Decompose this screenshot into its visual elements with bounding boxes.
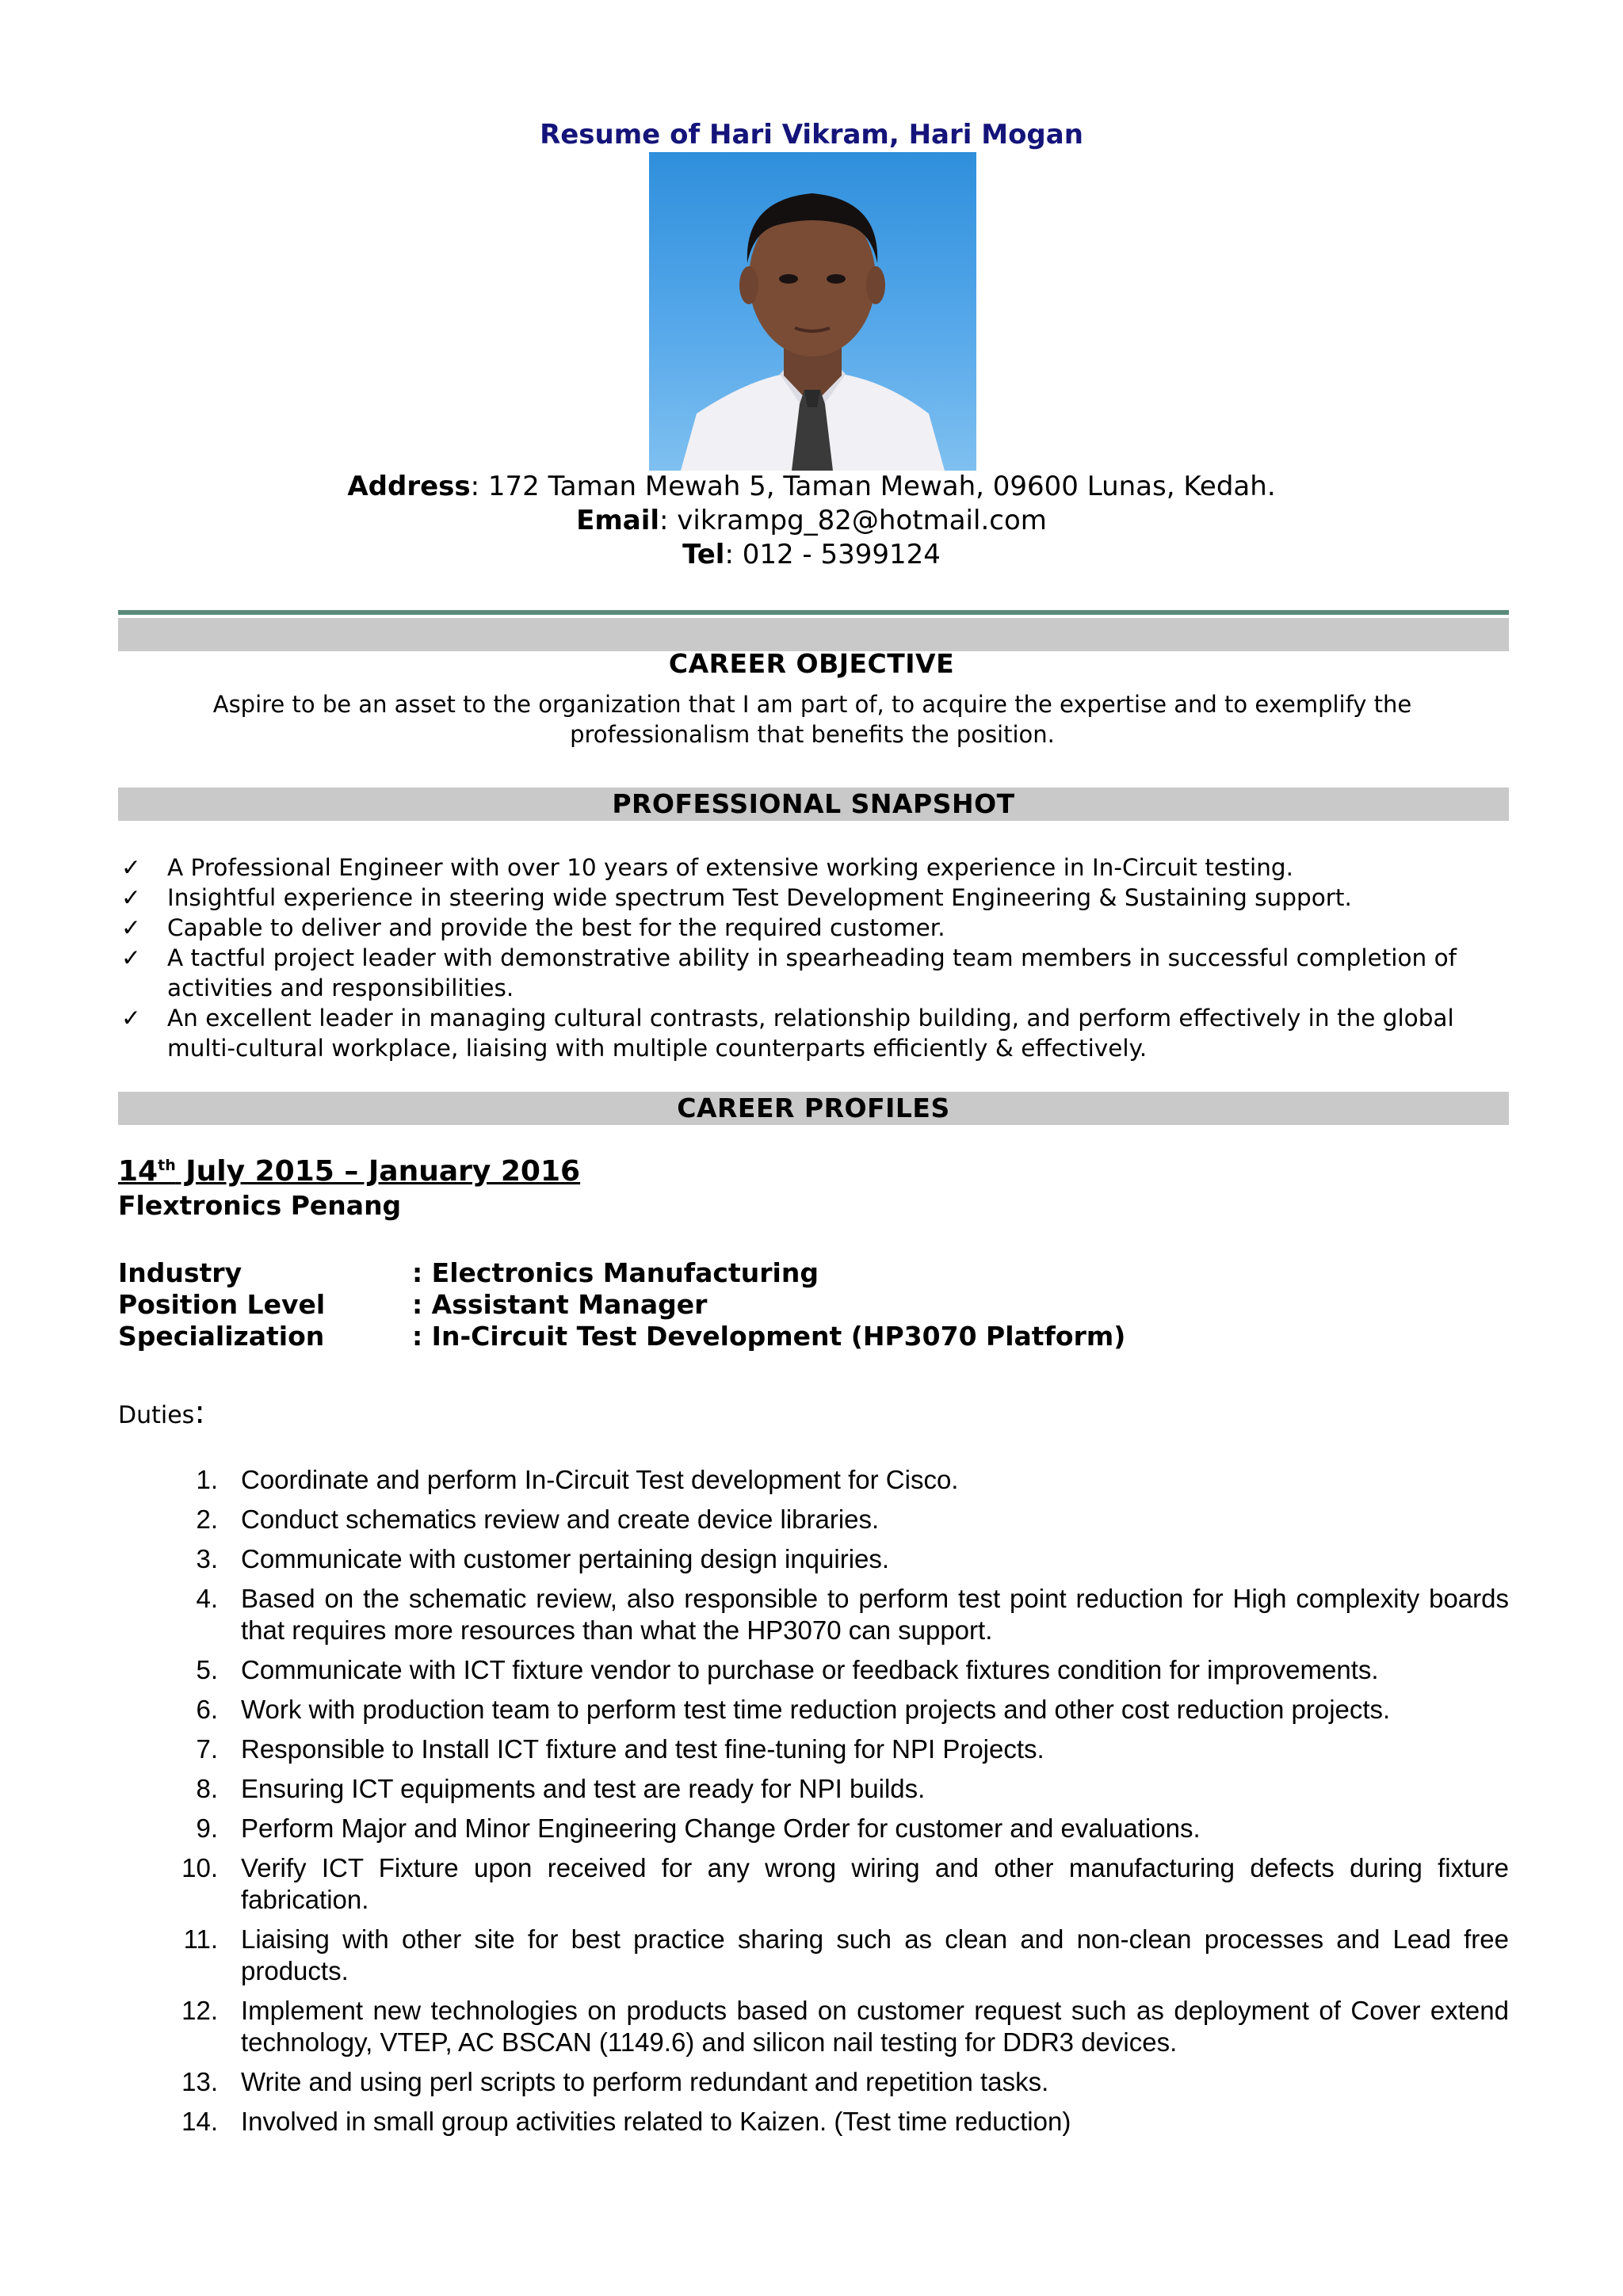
address-label: Address xyxy=(347,471,471,502)
career-profiles-heading: CAREER PROFILES xyxy=(118,1092,1509,1125)
career-objective-heading: CAREER OBJECTIVE xyxy=(668,648,955,679)
duty-text: Communicate with ICT fixture vendor to purchase or feedback fixtures condition for improvements. xyxy=(241,1655,1379,1684)
list-item: ✓ Capable to deliver and provide the best for the required customer. xyxy=(121,914,945,941)
tel-label: Tel xyxy=(682,539,725,570)
duty-number: 12. xyxy=(181,1996,218,2025)
duty-item xyxy=(158,2106,1509,2138)
duty-item xyxy=(158,1773,1509,1805)
duty-number: 8. xyxy=(196,1774,218,1803)
duty-item xyxy=(158,1504,1509,1535)
address-line xyxy=(0,471,1623,502)
list-item: ✓ Insightful experience in steering wide spectrum Test Development Engineering & Sustaining support. xyxy=(121,884,1352,911)
duty-number: 2. xyxy=(196,1505,218,1534)
duty-item xyxy=(158,1733,1509,1765)
duty-item xyxy=(158,1924,1509,1987)
duty-text: Verify ICT Fixture upon received for any wrong wiring and other manufacturing defects during fixture fabrication. xyxy=(241,1853,1509,1914)
duty-number: 13. xyxy=(181,2067,218,2096)
duty-text: Implement new technologies on products based on customer request such as deployment of Cover extend technology, VTEP, AC BSCAN (1149.6) and silicon nail testing for DDR3 devices. xyxy=(241,1996,1509,2057)
position-label: Position Level xyxy=(118,1289,326,1320)
industry-label: Industry xyxy=(118,1257,242,1288)
tel-value: : 012 - 5399124 xyxy=(724,539,941,570)
checkmark-icon: ✓ xyxy=(121,914,141,941)
duties-label: Duties: xyxy=(118,1394,205,1431)
duty-item xyxy=(158,1995,1509,2058)
checkmark-icon: ✓ xyxy=(121,1005,141,1032)
duty-number: 1. xyxy=(196,1465,218,1494)
duty-text: Conduct schematics review and create device libraries. xyxy=(241,1505,880,1534)
industry-value: : Electronics Manufacturing xyxy=(412,1257,819,1288)
duty-text: Based on the schematic review, also responsible to perform test point reduction for High complexity boards that requires more resources than what the HP3070 can support. xyxy=(241,1584,1509,1645)
checkmark-icon: ✓ xyxy=(121,944,141,971)
duty-number: 9. xyxy=(196,1814,218,1843)
specialization-value: : In-Circuit Test Development (HP3070 Platform) xyxy=(412,1321,1126,1352)
duty-item xyxy=(158,1654,1509,1686)
career-objective-line-2: professionalism that benefits the position. xyxy=(570,721,1055,748)
duty-number: 5. xyxy=(196,1655,218,1684)
duty-item xyxy=(158,1852,1509,1916)
duty-number: 7. xyxy=(196,1734,218,1764)
duty-number: 10. xyxy=(181,1853,218,1882)
specialization-label: Specialization xyxy=(118,1321,325,1352)
duty-item xyxy=(158,1813,1509,1844)
professional-snapshot-heading: PROFESSIONAL SNAPSHOT xyxy=(118,788,1509,821)
duty-text: Coordinate and perform In-Circuit Test development for Cisco. xyxy=(241,1465,959,1494)
snapshot-list xyxy=(118,852,1513,1063)
duty-text: Perform Major and Minor Engineering Change Order for customer and evaluations. xyxy=(241,1814,1201,1843)
duty-number: 4. xyxy=(196,1584,218,1613)
duty-text: Responsible to Install ICT fixture and test fine-tuning for NPI Projects. xyxy=(241,1734,1044,1764)
tel-line xyxy=(0,539,1623,570)
duty-text: Write and using perl scripts to perform redundant and repetition tasks. xyxy=(241,2067,1049,2096)
employment-period: 14th July 2015 – January 2016 xyxy=(118,1155,581,1188)
duty-text: Ensuring ICT equipments and test are ready for NPI builds. xyxy=(241,1774,926,1803)
email-label: Email xyxy=(576,505,660,536)
position-value: : Assistant Manager xyxy=(412,1289,708,1320)
duties-list xyxy=(158,1464,1509,2145)
email-value[interactable]: : vikrampg_82@hotmail.com xyxy=(659,505,1047,536)
profile-photo xyxy=(649,152,976,471)
duty-item xyxy=(158,2066,1509,2098)
duty-number: 3. xyxy=(196,1544,218,1573)
resume-title: Resume of Hari Vikram, Hari Mogan xyxy=(540,119,1083,151)
duty-text: Involved in small group activities related to Kaizen. (Test time reduction) xyxy=(241,2107,1071,2136)
section-divider xyxy=(118,610,1509,615)
duty-item xyxy=(158,1694,1509,1726)
career-objective-line-1: Aspire to be an asset to the organization that I am part of, to acquire the expertise and to exemplify the xyxy=(212,691,1412,718)
duty-item xyxy=(158,1583,1509,1646)
career-objective-band xyxy=(118,618,1509,651)
list-item: ✓ A Professional Engineer with over 10 years of extensive working experience in In-Circuit testing. xyxy=(121,854,1293,881)
duty-text: Liaising with other site for best practice sharing such as clean and non-clean processes and Lead free products. xyxy=(241,1924,1509,1985)
address-value: : 172 Taman Mewah 5, Taman Mewah, 09600 Lunas, Kedah. xyxy=(470,471,1276,502)
checkmark-icon: ✓ xyxy=(121,884,141,911)
list-item: ✓ A tactful project leader with demonstrative ability in spearheading team members in successful completion of activities and responsibilities. xyxy=(121,944,1457,1001)
email-line xyxy=(0,505,1623,536)
checkmark-icon: ✓ xyxy=(121,854,141,881)
duty-text: Communicate with customer pertaining design inquiries. xyxy=(241,1544,890,1573)
list-item: ✓ An excellent leader in managing cultural contrasts, relationship building, and perform effectively in the global multi-cultural workplace, liaising with multiple counterparts efficiently & effectively. xyxy=(121,1005,1454,1062)
duty-text: Work with production team to perform test time reduction projects and other cost reduction projects. xyxy=(241,1695,1391,1724)
company-name: Flextronics Penang xyxy=(118,1190,402,1221)
duty-item xyxy=(158,1543,1509,1575)
duty-number: 11. xyxy=(183,1924,218,1954)
duty-number: 6. xyxy=(196,1695,218,1724)
duty-number: 14. xyxy=(181,2107,218,2136)
duty-item xyxy=(158,1464,1509,1496)
